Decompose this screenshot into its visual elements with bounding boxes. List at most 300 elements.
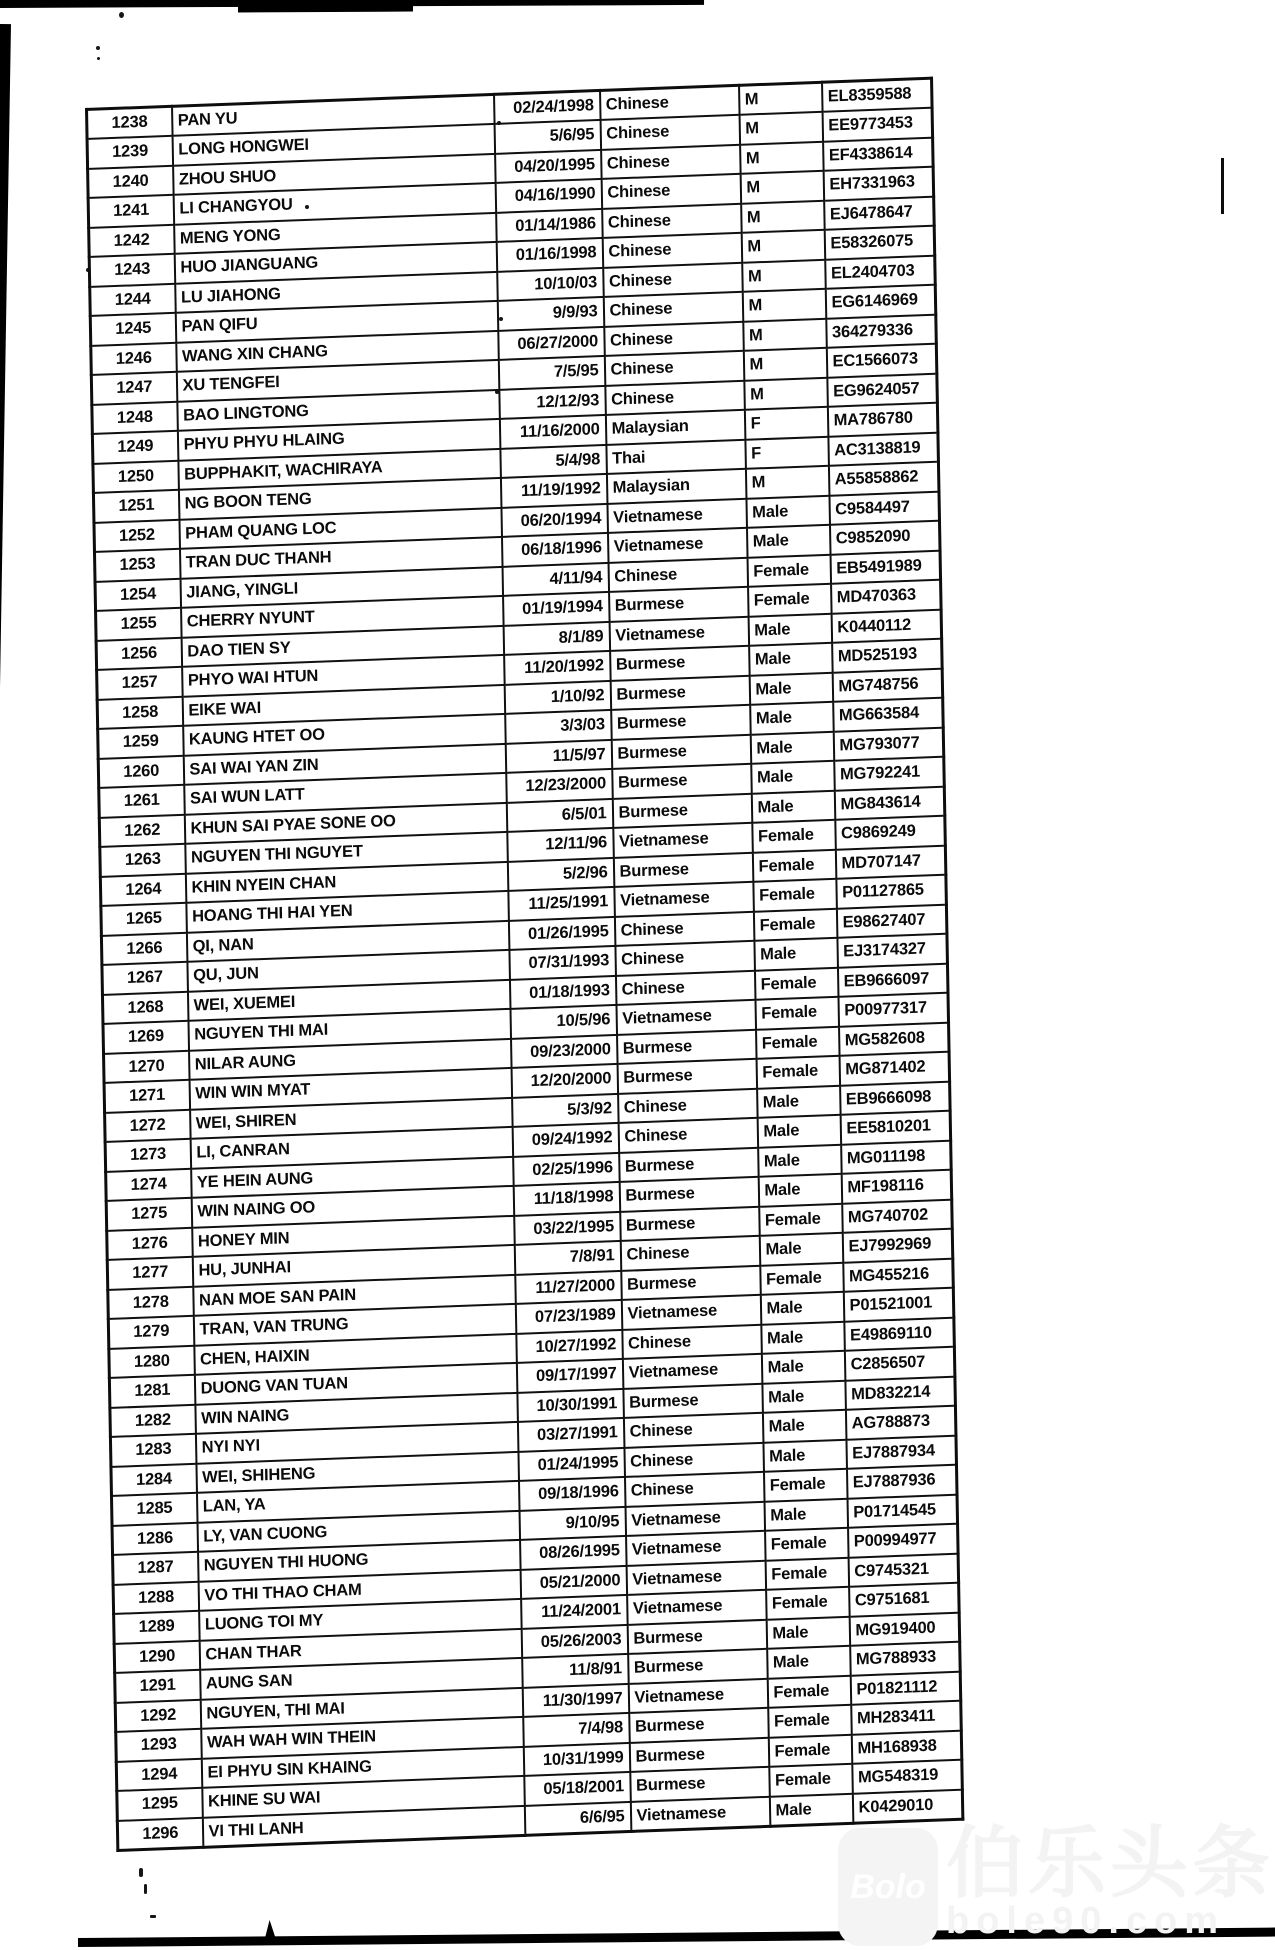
cell-number: 1265 (101, 903, 187, 936)
cell-nationality: Burmese (610, 646, 750, 681)
cell-id-number: P01821112 (850, 1671, 961, 1705)
cell-number: 1274 (106, 1168, 192, 1201)
cell-nationality: Chinese (620, 1236, 760, 1271)
cell-name: EI PHYU SIN KHAING (201, 1746, 524, 1787)
cell-name: DAO TIEN SY (181, 625, 504, 666)
cell-name: HU, JUNHAI (192, 1245, 515, 1286)
cell-name: CHAN THAR (199, 1628, 522, 1669)
cell-nationality: Vietnamese (613, 823, 753, 858)
cell-number: 1279 (108, 1316, 194, 1349)
cell-name: QI, NAN (186, 920, 509, 961)
cell-sex: Female (748, 584, 832, 617)
cell-name: TRAN, VAN TRUNG (193, 1304, 516, 1345)
watermark-badge: Bolo (838, 1828, 938, 1946)
cell-nationality: Burmese (611, 734, 751, 769)
scan-artifact-right-line (1221, 158, 1224, 214)
cell-sex: Female (747, 554, 831, 587)
cell-sex: Male (763, 1439, 847, 1472)
cell-nationality: Vietnamese (622, 1354, 762, 1389)
cell-birthdate: 5/2/96 (507, 857, 614, 890)
cell-birthdate: 10/10/03 (497, 267, 604, 300)
cell-id-number: P00994977 (848, 1524, 959, 1558)
cell-id-number: AC3138819 (828, 432, 939, 466)
cell-birthdate: 03/22/1995 (514, 1211, 621, 1244)
cell-nationality: Burmese (619, 1177, 759, 1212)
cell-birthdate: 09/24/1992 (512, 1123, 619, 1156)
cell-nationality: Chinese (605, 380, 745, 415)
cell-number: 1262 (99, 814, 185, 847)
cell-number: 1257 (97, 667, 183, 700)
cell-nationality: Chinese (615, 970, 755, 1005)
cell-id-number: C9745321 (848, 1553, 959, 1587)
roster-table (85, 77, 964, 1852)
cell-nationality: Chinese (603, 292, 743, 327)
cell-sex: Male (750, 731, 834, 764)
cell-id-number: MG011198 (841, 1140, 952, 1174)
cell-number: 1292 (115, 1699, 201, 1732)
cell-sex: Male (750, 702, 834, 735)
cell-sex: Male (757, 1115, 841, 1148)
cell-id-number: E58326075 (824, 226, 935, 260)
cell-birthdate: 9/9/93 (497, 297, 604, 330)
scan-speck (139, 1868, 143, 1877)
cell-id-number: MD832214 (845, 1376, 956, 1410)
cell-name: KHINE SU WAI (202, 1776, 525, 1817)
cell-name: XU TENGFEI (176, 360, 499, 401)
scan-edge-left (0, 24, 11, 1950)
cell-nationality: Vietnamese (627, 1590, 767, 1625)
cell-sex: Female (753, 908, 837, 941)
cell-nationality: Burmese (629, 1737, 769, 1772)
cell-name: PAN YU (172, 94, 495, 135)
cell-number: 1287 (113, 1552, 199, 1585)
cell-name: AUNG SAN (200, 1658, 523, 1699)
cell-name: VO THI THAO CHAM (198, 1569, 521, 1610)
cell-birthdate: 9/10/95 (519, 1506, 626, 1539)
cell-id-number: E49869110 (844, 1317, 955, 1351)
cell-nationality: Vietnamese (628, 1678, 768, 1713)
cell-id-number: EB9666098 (840, 1081, 951, 1115)
cell-name: CHERRY NYUNT (181, 596, 504, 637)
cell-id-number: EG9624057 (827, 373, 938, 407)
cell-number: 1255 (96, 608, 182, 641)
cell-nationality: Burmese (609, 587, 749, 622)
cell-birthdate: 02/25/1996 (513, 1152, 620, 1185)
cell-id-number: MG871402 (839, 1052, 950, 1086)
cell-number: 1273 (105, 1139, 191, 1172)
cell-birthdate: 8/1/89 (503, 621, 610, 654)
cell-sex: Female (768, 1734, 852, 1767)
cell-nationality: Chinese (615, 941, 755, 976)
cell-id-number: EL8359588 (822, 78, 933, 112)
cell-number: 1295 (117, 1788, 203, 1821)
cell-name: PHYO WAI HTUN (182, 655, 505, 696)
cell-sex: Male (766, 1616, 850, 1649)
cell-sex: M (739, 82, 823, 115)
cell-nationality: Burmese (617, 1029, 757, 1064)
cell-id-number: MG663584 (833, 698, 944, 732)
cell-nationality: Burmese (617, 1059, 757, 1094)
cell-name: HONEY MIN (192, 1215, 515, 1256)
cell-id-number: P01714545 (847, 1494, 958, 1528)
cell-sex: F (744, 407, 828, 440)
cell-nationality: Burmese (612, 764, 752, 799)
roster-table-region (85, 77, 964, 1852)
cell-nationality: Chinese (618, 1118, 758, 1153)
cell-id-number: MF198116 (841, 1170, 952, 1204)
cell-sex: Male (761, 1351, 845, 1384)
cell-sex: Male (760, 1292, 844, 1325)
cell-id-number: MG788933 (850, 1642, 961, 1676)
cell-sex: Male (764, 1498, 848, 1531)
cell-sex: Male (762, 1380, 846, 1413)
cell-sex: Female (752, 820, 836, 853)
table-body (87, 78, 963, 1850)
cell-nationality: Burmese (630, 1767, 770, 1802)
cell-birthdate: 3/3/03 (505, 710, 612, 743)
cell-sex: Female (756, 1026, 840, 1059)
cell-birthdate: 08/26/1995 (520, 1536, 627, 1569)
cell-number: 1267 (102, 962, 188, 995)
cell-sex: Male (751, 761, 835, 794)
cell-id-number: EJ6478647 (824, 196, 935, 230)
cell-sex: Female (765, 1528, 849, 1561)
cell-birthdate: 01/16/1998 (496, 238, 603, 271)
cell-name: NILAR AUNG (189, 1038, 512, 1079)
cell-nationality: Vietnamese (614, 882, 754, 917)
cell-nationality: Chinese (624, 1472, 764, 1507)
cell-sex: Female (769, 1764, 853, 1797)
cell-name: SAI WUN LATT (184, 773, 507, 814)
cell-number: 1260 (98, 755, 184, 788)
cell-nationality: Vietnamese (630, 1796, 770, 1831)
cell-sex: Male (746, 495, 830, 528)
cell-id-number: C9751681 (849, 1583, 960, 1617)
cell-birthdate: 06/18/1996 (501, 533, 608, 566)
cell-name: ZHOU SHUO (173, 153, 496, 194)
cell-sex: M (743, 348, 827, 381)
cell-birthdate: 7/5/95 (498, 356, 605, 389)
cell-name: WEI, SHIHENG (196, 1451, 519, 1492)
scan-edge-bottom (78, 1928, 1275, 1947)
cell-birthdate: 01/24/1995 (518, 1447, 625, 1480)
cell-birthdate: 12/23/2000 (506, 769, 613, 802)
cell-sex: Male (746, 525, 830, 558)
cell-sex: Male (759, 1233, 843, 1266)
cell-nationality: Chinese (602, 233, 742, 268)
cell-number: 1266 (101, 932, 187, 965)
cell-nationality: Chinese (618, 1088, 758, 1123)
cell-nationality: Chinese (624, 1442, 764, 1477)
cell-id-number: E98627407 (836, 904, 947, 938)
cell-id-number: MG582608 (839, 1022, 950, 1056)
cell-id-number: C9584497 (829, 491, 940, 525)
cell-id-number: EL2404703 (825, 255, 936, 289)
cell-name: LI, CANRAN (190, 1127, 513, 1168)
cell-name: KHUN SAI PYAE SONE OO (184, 802, 507, 843)
cell-name: TRAN DUC THANH (179, 537, 502, 578)
cell-nationality: Burmese (623, 1383, 763, 1418)
cell-sex: Female (763, 1469, 847, 1502)
cell-nationality: Burmese (610, 675, 750, 710)
cell-nationality: Vietnamese (621, 1295, 761, 1330)
cell-number: 1288 (113, 1581, 199, 1614)
cell-birthdate: 11/8/91 (522, 1654, 629, 1687)
cell-sex: Male (749, 643, 833, 676)
cell-name: BAO LINGTONG (177, 389, 500, 430)
scan-edge-bottom-spike (263, 1920, 278, 1944)
cell-birthdate: 03/27/1991 (517, 1418, 624, 1451)
cell-name: LU JIAHONG (175, 271, 498, 312)
cell-sex: Male (769, 1793, 853, 1826)
cell-sex: M (742, 259, 826, 292)
cell-birthdate: 6/6/95 (524, 1801, 631, 1834)
scan-edge-top-blob (238, 4, 413, 13)
cell-sex: M (739, 112, 823, 145)
cell-id-number: C9852090 (829, 521, 940, 555)
cell-nationality: Chinese (604, 351, 744, 386)
cell-name: DUONG VAN TUAN (194, 1363, 517, 1404)
cell-nationality: Chinese (604, 321, 744, 356)
cell-nationality: Malaysian (606, 469, 746, 504)
cell-id-number: A55858862 (828, 462, 939, 496)
cell-number: 1280 (109, 1345, 195, 1378)
cell-name: LONG HONGWEI (172, 124, 495, 165)
cell-birthdate: 11/27/2000 (515, 1270, 622, 1303)
cell-sex: Female (754, 967, 838, 1000)
cell-nationality: Vietnamese (626, 1560, 766, 1595)
cell-name: VI THI LANH (202, 1805, 525, 1846)
cell-nationality: Chinese (601, 144, 741, 179)
cell-birthdate: 10/30/1991 (517, 1388, 624, 1421)
cell-sex: Male (757, 1085, 841, 1118)
cell-id-number: EE9773453 (822, 108, 933, 142)
cell-number: 1283 (110, 1434, 196, 1467)
cell-birthdate: 11/20/1992 (504, 651, 611, 684)
cell-name: PHYU PHYU HLAING (177, 419, 500, 460)
cell-number: 1282 (110, 1404, 196, 1437)
scan-speck (150, 1915, 156, 1918)
cell-number: 1248 (92, 401, 178, 434)
cell-number: 1251 (93, 490, 179, 523)
cell-name: NGUYEN, THI MAI (200, 1687, 523, 1728)
cell-name: NYI NYI (195, 1422, 518, 1463)
cell-birthdate: 11/16/2000 (499, 415, 606, 448)
cell-birthdate: 04/20/1995 (495, 149, 602, 182)
cell-id-number: EH7331963 (823, 167, 934, 201)
cell-number: 1249 (92, 431, 178, 464)
cell-name: HUO JIANGUANG (174, 242, 497, 283)
cell-id-number: EG6146969 (825, 285, 936, 319)
cell-number: 1293 (116, 1729, 202, 1762)
cell-birthdate: 11/5/97 (505, 739, 612, 772)
cell-name: WIN NAING (195, 1392, 518, 1433)
cell-sex: M (740, 141, 824, 174)
cell-number: 1275 (106, 1198, 192, 1231)
cell-number: 1245 (90, 313, 176, 346)
cell-name: LAN, YA (196, 1481, 519, 1522)
cell-id-number: P00977317 (838, 993, 949, 1027)
cell-name: LI CHANGYOU (173, 183, 496, 224)
cell-id-number: P01521001 (843, 1288, 954, 1322)
cell-sex: Male (748, 613, 832, 646)
cell-birthdate: 6/5/01 (506, 798, 613, 831)
cell-name: NG BOON TENG (178, 478, 501, 519)
cell-id-number: MG548319 (852, 1760, 963, 1794)
cell-birthdate: 12/12/93 (499, 385, 606, 418)
cell-number: 1289 (114, 1611, 200, 1644)
cell-name: WIN WIN MYAT (189, 1068, 512, 1109)
cell-sex: M (744, 377, 828, 410)
cell-birthdate: 04/16/1990 (495, 179, 602, 212)
cell-id-number: EJ7887936 (846, 1465, 957, 1499)
cell-name: HOANG THI HAI YEN (186, 891, 509, 932)
cell-number: 1254 (95, 578, 181, 611)
cell-number: 1258 (97, 696, 183, 729)
cell-number: 1286 (112, 1522, 198, 1555)
cell-id-number: MG748756 (832, 668, 943, 702)
cell-birthdate: 06/27/2000 (498, 326, 605, 359)
cell-birthdate: 05/26/2003 (521, 1624, 628, 1657)
cell-nationality: Chinese (600, 85, 740, 120)
scan-speck (119, 12, 124, 18)
cell-sex: M (742, 289, 826, 322)
cell-number: 1256 (96, 637, 182, 670)
cell-id-number: MG793077 (833, 727, 944, 761)
cell-nationality: Vietnamese (616, 1000, 756, 1035)
cell-birthdate: 09/23/2000 (511, 1034, 618, 1067)
cell-id-number: K0440112 (831, 609, 942, 643)
cell-number: 1296 (117, 1817, 203, 1850)
cell-sex: Female (752, 849, 836, 882)
cell-id-number: EJ7887934 (846, 1435, 957, 1469)
cell-sex: Female (753, 879, 837, 912)
cell-id-number: C2856507 (844, 1347, 955, 1381)
cell-nationality: Vietnamese (607, 498, 747, 533)
cell-nationality: Burmese (628, 1649, 768, 1684)
cell-nationality: Thai (606, 439, 746, 474)
cell-birthdate: 01/18/1993 (509, 975, 616, 1008)
cell-id-number: MH168938 (851, 1730, 962, 1764)
cell-number: 1242 (89, 224, 175, 257)
watermark-cjk-text: 伯乐头条 (946, 1819, 1275, 1907)
scan-speck (144, 1884, 147, 1894)
cell-number: 1278 (108, 1286, 194, 1319)
cell-nationality: Burmese (613, 852, 753, 887)
cell-number: 1285 (111, 1493, 197, 1526)
cell-id-number: EB5491989 (830, 550, 941, 584)
cell-birthdate: 10/31/1999 (523, 1742, 630, 1775)
cell-name: BUPPHAKIT, WACHIRAYA (178, 448, 501, 489)
cell-name: WANG XIN CHANG (176, 330, 499, 371)
cell-name: SAI WAI YAN ZIN (183, 743, 506, 784)
cell-name: LY, VAN CUONG (197, 1510, 520, 1551)
cell-number: 1268 (102, 991, 188, 1024)
cell-id-number: EJ3174327 (837, 934, 948, 968)
cell-birthdate: 10/5/96 (510, 1005, 617, 1038)
cell-number: 1240 (88, 165, 174, 198)
cell-number: 1269 (103, 1021, 189, 1054)
cell-id-number: MG843614 (834, 786, 945, 820)
cell-birthdate: 09/17/1997 (516, 1359, 623, 1392)
cell-number: 1263 (100, 844, 186, 877)
cell-sex: M (741, 200, 825, 233)
cell-birthdate: 07/31/1993 (509, 946, 616, 979)
cell-birthdate: 05/18/2001 (524, 1772, 631, 1805)
cell-number: 1246 (91, 342, 177, 375)
cell-nationality: Burmese (612, 793, 752, 828)
cell-id-number: 364279336 (826, 314, 937, 348)
cell-birthdate: 5/4/98 (500, 444, 607, 477)
cell-number: 1291 (115, 1670, 201, 1703)
cell-sex: Female (755, 997, 839, 1030)
cell-birthdate: 7/8/91 (514, 1241, 621, 1274)
cell-number: 1272 (105, 1109, 191, 1142)
cell-nationality: Burmese (611, 705, 751, 740)
cell-sex: Female (759, 1203, 843, 1236)
cell-sex: Female (760, 1262, 844, 1295)
cell-sex: Male (751, 790, 835, 823)
cell-name: NGUYEN THI HUONG (198, 1540, 521, 1581)
cell-birthdate: 5/6/95 (494, 120, 601, 153)
cell-name: YE HEIN AUNG (191, 1156, 514, 1197)
cell-birthdate: 01/19/1994 (503, 592, 610, 625)
cell-number: 1277 (107, 1257, 193, 1290)
cell-number: 1284 (111, 1463, 197, 1496)
cell-sex: Female (767, 1675, 851, 1708)
cell-number: 1239 (87, 136, 173, 169)
cell-nationality: Burmese (629, 1708, 769, 1743)
cell-birthdate: 4/11/94 (502, 562, 609, 595)
cell-number: 1247 (91, 372, 177, 405)
cell-number: 1253 (94, 549, 180, 582)
cell-number: 1244 (90, 283, 176, 316)
cell-number: 1271 (104, 1080, 190, 1113)
cell-nationality: Chinese (602, 203, 742, 238)
cell-birthdate: 05/21/2000 (520, 1565, 627, 1598)
cell-sex: Female (765, 1557, 849, 1590)
cell-number: 1250 (93, 460, 179, 493)
cell-id-number: K0429010 (852, 1789, 963, 1823)
cell-number: 1264 (100, 873, 186, 906)
cell-name: PAN QIFU (175, 301, 498, 342)
cell-birthdate: 12/11/96 (507, 828, 614, 861)
cell-number: 1259 (98, 726, 184, 759)
cell-id-number: AG788873 (845, 1406, 956, 1440)
cell-nationality: Burmese (620, 1206, 760, 1241)
cell-id-number: C9869249 (835, 816, 946, 850)
cell-id-number: MG919400 (849, 1612, 960, 1646)
cell-id-number: EE5810201 (840, 1111, 951, 1145)
cell-name: NGUYEN THI MAI (188, 1009, 511, 1050)
cell-name: KAUNG HTET OO (183, 714, 506, 755)
cell-sex: Male (758, 1144, 842, 1177)
cell-id-number: MG455216 (843, 1258, 954, 1292)
cell-nationality: Burmese (627, 1619, 767, 1654)
cell-name: WEI, XUEMEI (187, 979, 510, 1020)
cell-id-number: MG740702 (842, 1199, 953, 1233)
cell-birthdate: 5/3/92 (512, 1093, 619, 1126)
cell-nationality: Chinese (614, 911, 754, 946)
cell-nationality: Burmese (619, 1147, 759, 1182)
cell-number: 1241 (88, 195, 174, 228)
cell-id-number: EF4338614 (823, 137, 934, 171)
cell-birthdate: 11/30/1997 (522, 1683, 629, 1716)
cell-birthdate: 02/24/1998 (494, 90, 601, 123)
cell-sex: M (745, 466, 829, 499)
cell-name: WEI, SHIREN (190, 1097, 513, 1138)
cell-id-number: P01127865 (836, 875, 947, 909)
